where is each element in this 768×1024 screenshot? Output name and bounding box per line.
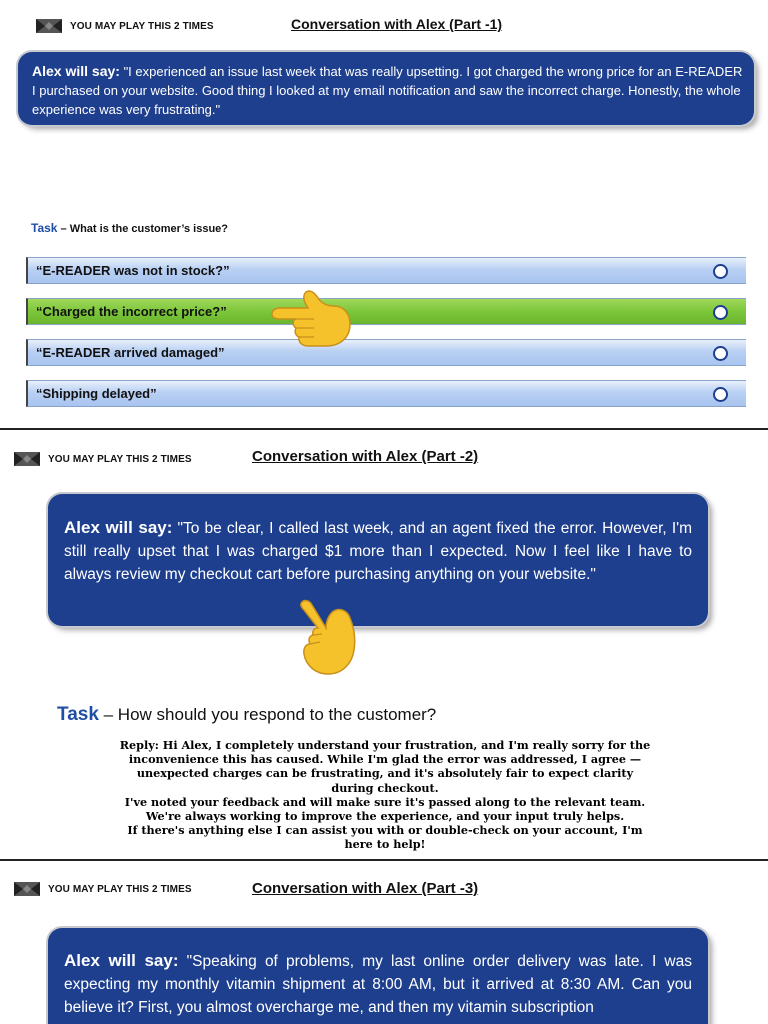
speaker-icon[interactable] xyxy=(14,450,40,468)
option-incorrect-price[interactable] xyxy=(26,298,746,325)
part1-task xyxy=(31,221,228,235)
part2-panel xyxy=(0,430,768,859)
option-arrived-damaged[interactable] xyxy=(26,339,746,366)
speaker-label: Alex will say: xyxy=(64,518,173,537)
reply-line: here to help! xyxy=(344,837,426,852)
part1-title: Conversation with Alex (Part -1) xyxy=(291,16,503,32)
pointing-hand-icon xyxy=(296,598,358,676)
speaker-label: Alex will say: xyxy=(32,63,120,79)
option-shipping-delayed[interactable] xyxy=(26,380,746,407)
task-question: – What is the customer’s issue? xyxy=(57,223,229,235)
play-limit-text: YOU MAY PLAY THIS 2 TIMES xyxy=(70,20,214,32)
speaker-icon[interactable] xyxy=(14,880,40,898)
part2-title: Conversation with Alex (Part -2) xyxy=(252,448,479,465)
reply-text xyxy=(60,738,710,852)
part3-speech-bubble xyxy=(48,928,708,1024)
part1-panel xyxy=(0,0,768,428)
speaker-quote: "Speaking of problems, my last online order delivery was late. I was expecting my monthly vitamin shipment at 8:00 AM, but it arrived at 8:30 AM. Can you believe it? First, you almost overcharge me, and then my vitamin subscription xyxy=(64,953,692,1016)
play-limit-text: YOU MAY PLAY THIS 2 TIMES xyxy=(48,453,192,465)
option-label: “E-READER was not in stock?” xyxy=(36,263,230,278)
reply-line: I've noted your feedback and will make sure it's passed along to the relevant team. xyxy=(124,794,646,809)
radio-icon[interactable] xyxy=(713,264,728,279)
part3-panel xyxy=(0,861,768,1024)
part1-speech-bubble xyxy=(18,52,754,125)
part3-title: Conversation with Alex (Part -3) xyxy=(252,880,479,897)
reply-line: If there's anything else I can assist you with or double-check on your account, I'm xyxy=(127,823,643,838)
task-question: – How should you respond to the customer? xyxy=(98,705,437,724)
radio-icon[interactable] xyxy=(713,346,728,361)
speaker-label: Alex will say: xyxy=(64,951,179,970)
option-not-in-stock[interactable] xyxy=(26,257,746,284)
task-label: Task xyxy=(57,704,99,725)
speaker-icon[interactable] xyxy=(36,17,62,35)
play-limit-row xyxy=(36,17,214,35)
reply-line: during checkout. xyxy=(331,780,439,795)
play-limit-row xyxy=(14,880,192,898)
pointing-hand-icon xyxy=(268,284,354,350)
reply-line: Reply: Hi Alex, I completely understand your frustration, and I'm really sorry for the xyxy=(119,738,651,752)
option-label: “E-READER arrived damaged” xyxy=(36,345,225,360)
option-label: “Charged the incorrect price?” xyxy=(36,304,227,319)
part2-task xyxy=(57,704,436,726)
radio-icon[interactable] xyxy=(713,387,728,402)
speaker-quote: "I experienced an issue last week that was really upsetting. I got charged the wrong price for an E-READER I purchased on your website. Good thing I looked at my email notification and saw the incorrect charge. Honestly, the whole experience was very frustrating." xyxy=(32,64,743,117)
radio-icon[interactable] xyxy=(713,305,728,320)
play-limit-row xyxy=(14,450,192,468)
reply-line: inconvenience this has caused. While I'm glad the error was addressed, I agree — xyxy=(128,752,642,767)
play-limit-text: YOU MAY PLAY THIS 2 TIMES xyxy=(48,883,192,895)
task-label: Task xyxy=(31,221,58,235)
reply-line: We're always working to improve the experience, and your input truly helps. xyxy=(145,809,625,824)
option-label: “Shipping delayed” xyxy=(36,386,157,401)
reply-line: unexpected charges can be frustrating, and it's absolutely fair to expect clarity xyxy=(136,766,634,781)
part2-speech-bubble xyxy=(48,494,708,626)
speaker-quote: "To be clear, I called last week, and an agent fixed the error. However, I'm still really upset that I was charged $1 more than I expected. Now I feel like I have to always review my checkout cart before purchasing anything on your website." xyxy=(64,520,692,583)
